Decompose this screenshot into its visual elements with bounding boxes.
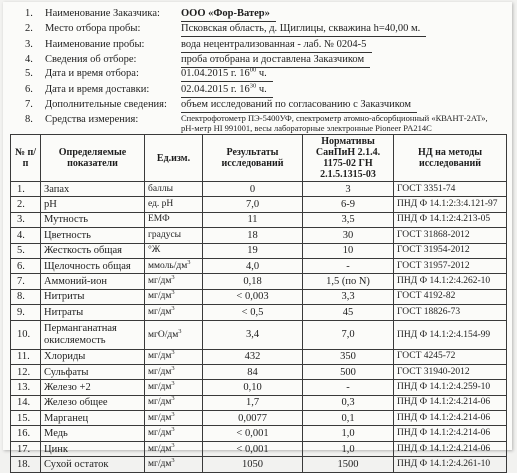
header-row-label: Наименование пробы: [45, 39, 145, 50]
header-row-value: Спектрофотометр ПЭ-5400УФ, спектрометр атомно-абсорбционный «КВАНТ-2АТ», [181, 113, 488, 123]
cell-unit: ммоль/$дм^3$ [145, 258, 203, 273]
header-row-number: 6. [25, 84, 33, 95]
cell-indicator-name: Нитриты [41, 289, 145, 304]
cell-result: < 0,003 [203, 289, 303, 304]
table-row [11, 228, 507, 243]
cell-indicator-name: Щелочность общая [41, 258, 145, 273]
cell-number: 15. [11, 411, 41, 426]
cell-norm: 1,5 (по N) [303, 274, 394, 289]
cell-norm: 45 [303, 305, 394, 320]
cell-method: ПНД Ф 14.1:2:4.214-06 [394, 411, 507, 426]
table-row [11, 320, 507, 349]
cell-unit: $мг/дм^3$ [145, 274, 203, 289]
table-row [11, 349, 507, 364]
cell-norm: 1,0 [303, 426, 394, 441]
cell-method: ПНД Ф 14.1:2:3:4.121-97 [394, 197, 507, 212]
cell-result: 18 [203, 228, 303, 243]
header-row-label: Дополнительные сведения: [45, 99, 167, 110]
cell-indicator-name: Железо общее [41, 395, 145, 410]
cell-indicator-name: Марганец [41, 411, 145, 426]
header-row [3, 52, 512, 67]
cell-indicator-name: Сульфаты [41, 364, 145, 379]
header-row-label: Дата и время доставки: [45, 84, 150, 95]
table-row [11, 380, 507, 395]
results-table [10, 134, 507, 473]
cell-number: 9. [11, 305, 41, 320]
col-result-header: Результаты исследований [203, 135, 303, 182]
cell-result: 11 [203, 212, 303, 227]
cell-method: ПНД Ф 14.1:2:4.262-10 [394, 274, 507, 289]
cell-method: ГОСТ 18826-73 [394, 305, 507, 320]
header-row-label: Место отбора пробы: [45, 23, 141, 34]
table-row [11, 457, 507, 472]
cell-indicator-name: pH [41, 197, 145, 212]
cell-number: 14. [11, 395, 41, 410]
cell-unit: $мг/дм^3$ [145, 426, 203, 441]
cell-indicator-name: Цветность [41, 228, 145, 243]
header-row-value: Псковская область, д. Щиглицы, скважина h=40,00 м. [181, 21, 426, 37]
cell-norm: 0,1 [303, 411, 394, 426]
header-row [3, 82, 512, 97]
cell-method: ГОСТ 4245-72 [394, 349, 507, 364]
unit-exponent: 3 [171, 410, 175, 418]
header-row-label: Наименование Заказчика: [45, 8, 160, 19]
col-name-header: Определяемые показатели [41, 135, 145, 182]
table-row [11, 426, 507, 441]
cell-unit: $мг/дм^3$ [145, 395, 203, 410]
unit-exponent: 3 [171, 364, 175, 372]
cell-indicator-name: Жесткость общая [41, 243, 145, 258]
cell-result: 84 [203, 364, 303, 379]
cell-unit: баллы [145, 182, 203, 197]
unit-exponent: 3 [171, 379, 175, 387]
cell-unit: градусы [145, 228, 203, 243]
cell-result: 0,10 [203, 380, 303, 395]
cell-unit: $мг/дм^3$ [145, 349, 203, 364]
unit-exponent: 3 [171, 304, 175, 312]
cell-indicator-name: Мутность [41, 212, 145, 227]
cell-indicator-name: Запах [41, 182, 145, 197]
cell-indicator-name: Нитраты [41, 305, 145, 320]
cell-result: < 0,001 [203, 426, 303, 441]
col-norm-header: Нормативы СанПиН 2.1.4. 1175-02 ГН 2.1.5.1315-03 [303, 135, 394, 182]
unit-exponent: 3 [171, 456, 175, 464]
cell-unit: $мг/дм^3$ [145, 411, 203, 426]
header-row-label: Дата и время отбора: [45, 68, 139, 79]
cell-number: 17. [11, 441, 41, 456]
header-row-value: вода нецентрализованная - лаб. № 0204-5 [181, 37, 372, 53]
cell-norm: 3,3 [303, 289, 394, 304]
cell-norm: - [303, 258, 394, 273]
unit-exponent: 3 [187, 258, 191, 266]
table-row [11, 364, 507, 379]
cell-norm: 3,5 [303, 212, 394, 227]
cell-number: 6. [11, 258, 41, 273]
table-row [11, 289, 507, 304]
header-row-value: 01.04.2015 г. $16^{00}$ ч. [181, 66, 273, 82]
header-row-number: 5. [25, 68, 33, 79]
cell-method: ГОСТ 31868-2012 [394, 228, 507, 243]
cell-unit: $мг/дм^3$ [145, 364, 203, 379]
header-row-number: 8. [25, 114, 33, 125]
cell-indicator-name: Медь [41, 426, 145, 441]
unit-exponent: 3 [171, 441, 175, 449]
cell-unit: $мг/дм^3$ [145, 457, 203, 472]
cell-indicator-name: Железо +2 [41, 380, 145, 395]
cell-number: 16. [11, 426, 41, 441]
table-row [11, 441, 507, 456]
header-row-value: 02.04.2015 г. $16^{30}$ ч. [181, 82, 273, 98]
cell-number: 1. [11, 182, 41, 197]
cell-result: 4,0 [203, 258, 303, 273]
header-row-value: объем исследований по согласованию с Заказчиком [181, 97, 417, 113]
cell-number: 7. [11, 274, 41, 289]
header-row-number: 3. [25, 39, 33, 50]
cell-number: 13. [11, 380, 41, 395]
time-minutes: 00 [249, 66, 257, 74]
unit-exponent: 3 [171, 426, 175, 433]
cell-unit: ед. pH [145, 197, 203, 212]
cell-norm: 500 [303, 364, 394, 379]
cell-method: ГОСТ 31940-2012 [394, 364, 507, 379]
cell-method: ГОСТ 31957-2012 [394, 258, 507, 273]
cell-norm: 30 [303, 228, 394, 243]
unit-exponent: 3 [171, 273, 175, 281]
header-row [3, 66, 512, 81]
time-minutes: 30 [249, 82, 257, 90]
cell-method: ПНД Ф 14.1:2:4.259-10 [394, 380, 507, 395]
cell-result: 1050 [203, 457, 303, 472]
cell-method: ПНД Ф 14.1:2:4.261-10 [394, 457, 507, 472]
cell-unit: °Ж [145, 243, 203, 258]
header-row-value-line2: рН-метр HI 991001, весы лабораторные электронные Pioneer PA214C [181, 123, 432, 133]
header-row-number: 2. [25, 23, 33, 34]
table-row [11, 182, 507, 197]
unit-exponent: 3 [171, 395, 175, 403]
cell-result: < 0,001 [203, 441, 303, 456]
cell-number: 2. [11, 197, 41, 212]
cell-unit: ЕМФ [145, 212, 203, 227]
cell-result: 19 [203, 243, 303, 258]
cell-indicator-name: Сухой остаток [41, 457, 145, 472]
lab-report-sheet [3, 2, 512, 470]
cell-method: ГОСТ 31954-2012 [394, 243, 507, 258]
table-row [11, 395, 507, 410]
cell-number: 11. [11, 349, 41, 364]
table-row [11, 274, 507, 289]
cell-result: 0,18 [203, 274, 303, 289]
cell-unit: мгО/$дм^3$ [145, 320, 203, 349]
cell-indicator-name: Цинк [41, 441, 145, 456]
cell-norm: 1500 [303, 457, 394, 472]
cell-result: 0 [203, 182, 303, 197]
cell-norm: 3 [303, 182, 394, 197]
cell-method: ГОСТ 4192-82 [394, 289, 507, 304]
cell-number: 12. [11, 364, 41, 379]
cell-result: 1,7 [203, 395, 303, 410]
cell-unit: $мг/дм^3$ [145, 380, 203, 395]
header-row-value: проба отобрана и доставлена Заказчиком [181, 52, 370, 68]
header-row-number: 4. [25, 54, 33, 65]
cell-result: < 0,5 [203, 305, 303, 320]
cell-norm: - [303, 380, 394, 395]
cell-norm: 7,0 [303, 320, 394, 349]
cell-indicator-name: Хлориды [41, 349, 145, 364]
cell-norm: 6-9 [303, 197, 394, 212]
header-row [3, 21, 512, 36]
table-header-row [11, 135, 507, 182]
header-row-value: ООО «Фор-Ватер» [181, 6, 276, 22]
cell-norm: 0,3 [303, 395, 394, 410]
header-row [3, 112, 512, 133]
cell-method: ПНД Ф 14.1:2:4.213-05 [394, 212, 507, 227]
cell-unit: $мг/дм^3$ [145, 305, 203, 320]
cell-method: ПНД Ф 14.1:2:4.154-99 [394, 320, 507, 349]
cell-method: ПНД Ф 14.1:2:4.214-06 [394, 441, 507, 456]
cell-method: ПНД Ф 14.1:2:4.214-06 [394, 395, 507, 410]
header-row-number: 7. [25, 99, 33, 110]
cell-number: 18. [11, 457, 41, 472]
cell-number: 8. [11, 289, 41, 304]
cell-indicator-name: Аммоний-ион [41, 274, 145, 289]
cell-result: 7,0 [203, 197, 303, 212]
header-row [3, 6, 512, 21]
header-row-label: Средства измерения: [45, 114, 139, 125]
table-row [11, 197, 507, 212]
header-row [3, 37, 512, 52]
table-row [11, 212, 507, 227]
col-unit-header: Ед.изм. [145, 135, 203, 182]
cell-result: 3,4 [203, 320, 303, 349]
cell-norm: 350 [303, 349, 394, 364]
cell-number: 4. [11, 228, 41, 243]
unit-exponent: 3 [178, 327, 182, 335]
cell-number: 10. [11, 320, 41, 349]
unit-exponent: 3 [171, 289, 175, 297]
col-num-header: № п/п [11, 135, 41, 182]
header-row-number: 1. [25, 8, 33, 19]
cell-method: ГОСТ 3351-74 [394, 182, 507, 197]
cell-number: 3. [11, 212, 41, 227]
header-row [3, 97, 512, 112]
unit-exponent: 3 [171, 349, 175, 357]
cell-unit: $мг/дм^3$ [145, 441, 203, 456]
cell-norm: 10 [303, 243, 394, 258]
cell-result: 432 [203, 349, 303, 364]
cell-method: ПНД Ф 14.1:2:4.214-06 [394, 426, 507, 441]
table-row [11, 258, 507, 273]
col-nd-header: НД на методы исследований [394, 135, 507, 182]
table-row [11, 305, 507, 320]
cell-unit: $мг/дм^3$ [145, 289, 203, 304]
cell-number: 5. [11, 243, 41, 258]
table-row [11, 243, 507, 258]
header-row-label: Сведения об отборе: [45, 54, 137, 65]
cell-indicator-name: Перманганатная окисляемость [41, 320, 145, 349]
cell-norm: 1,0 [303, 441, 394, 456]
table-row [11, 411, 507, 426]
cell-result: 0,0077 [203, 411, 303, 426]
